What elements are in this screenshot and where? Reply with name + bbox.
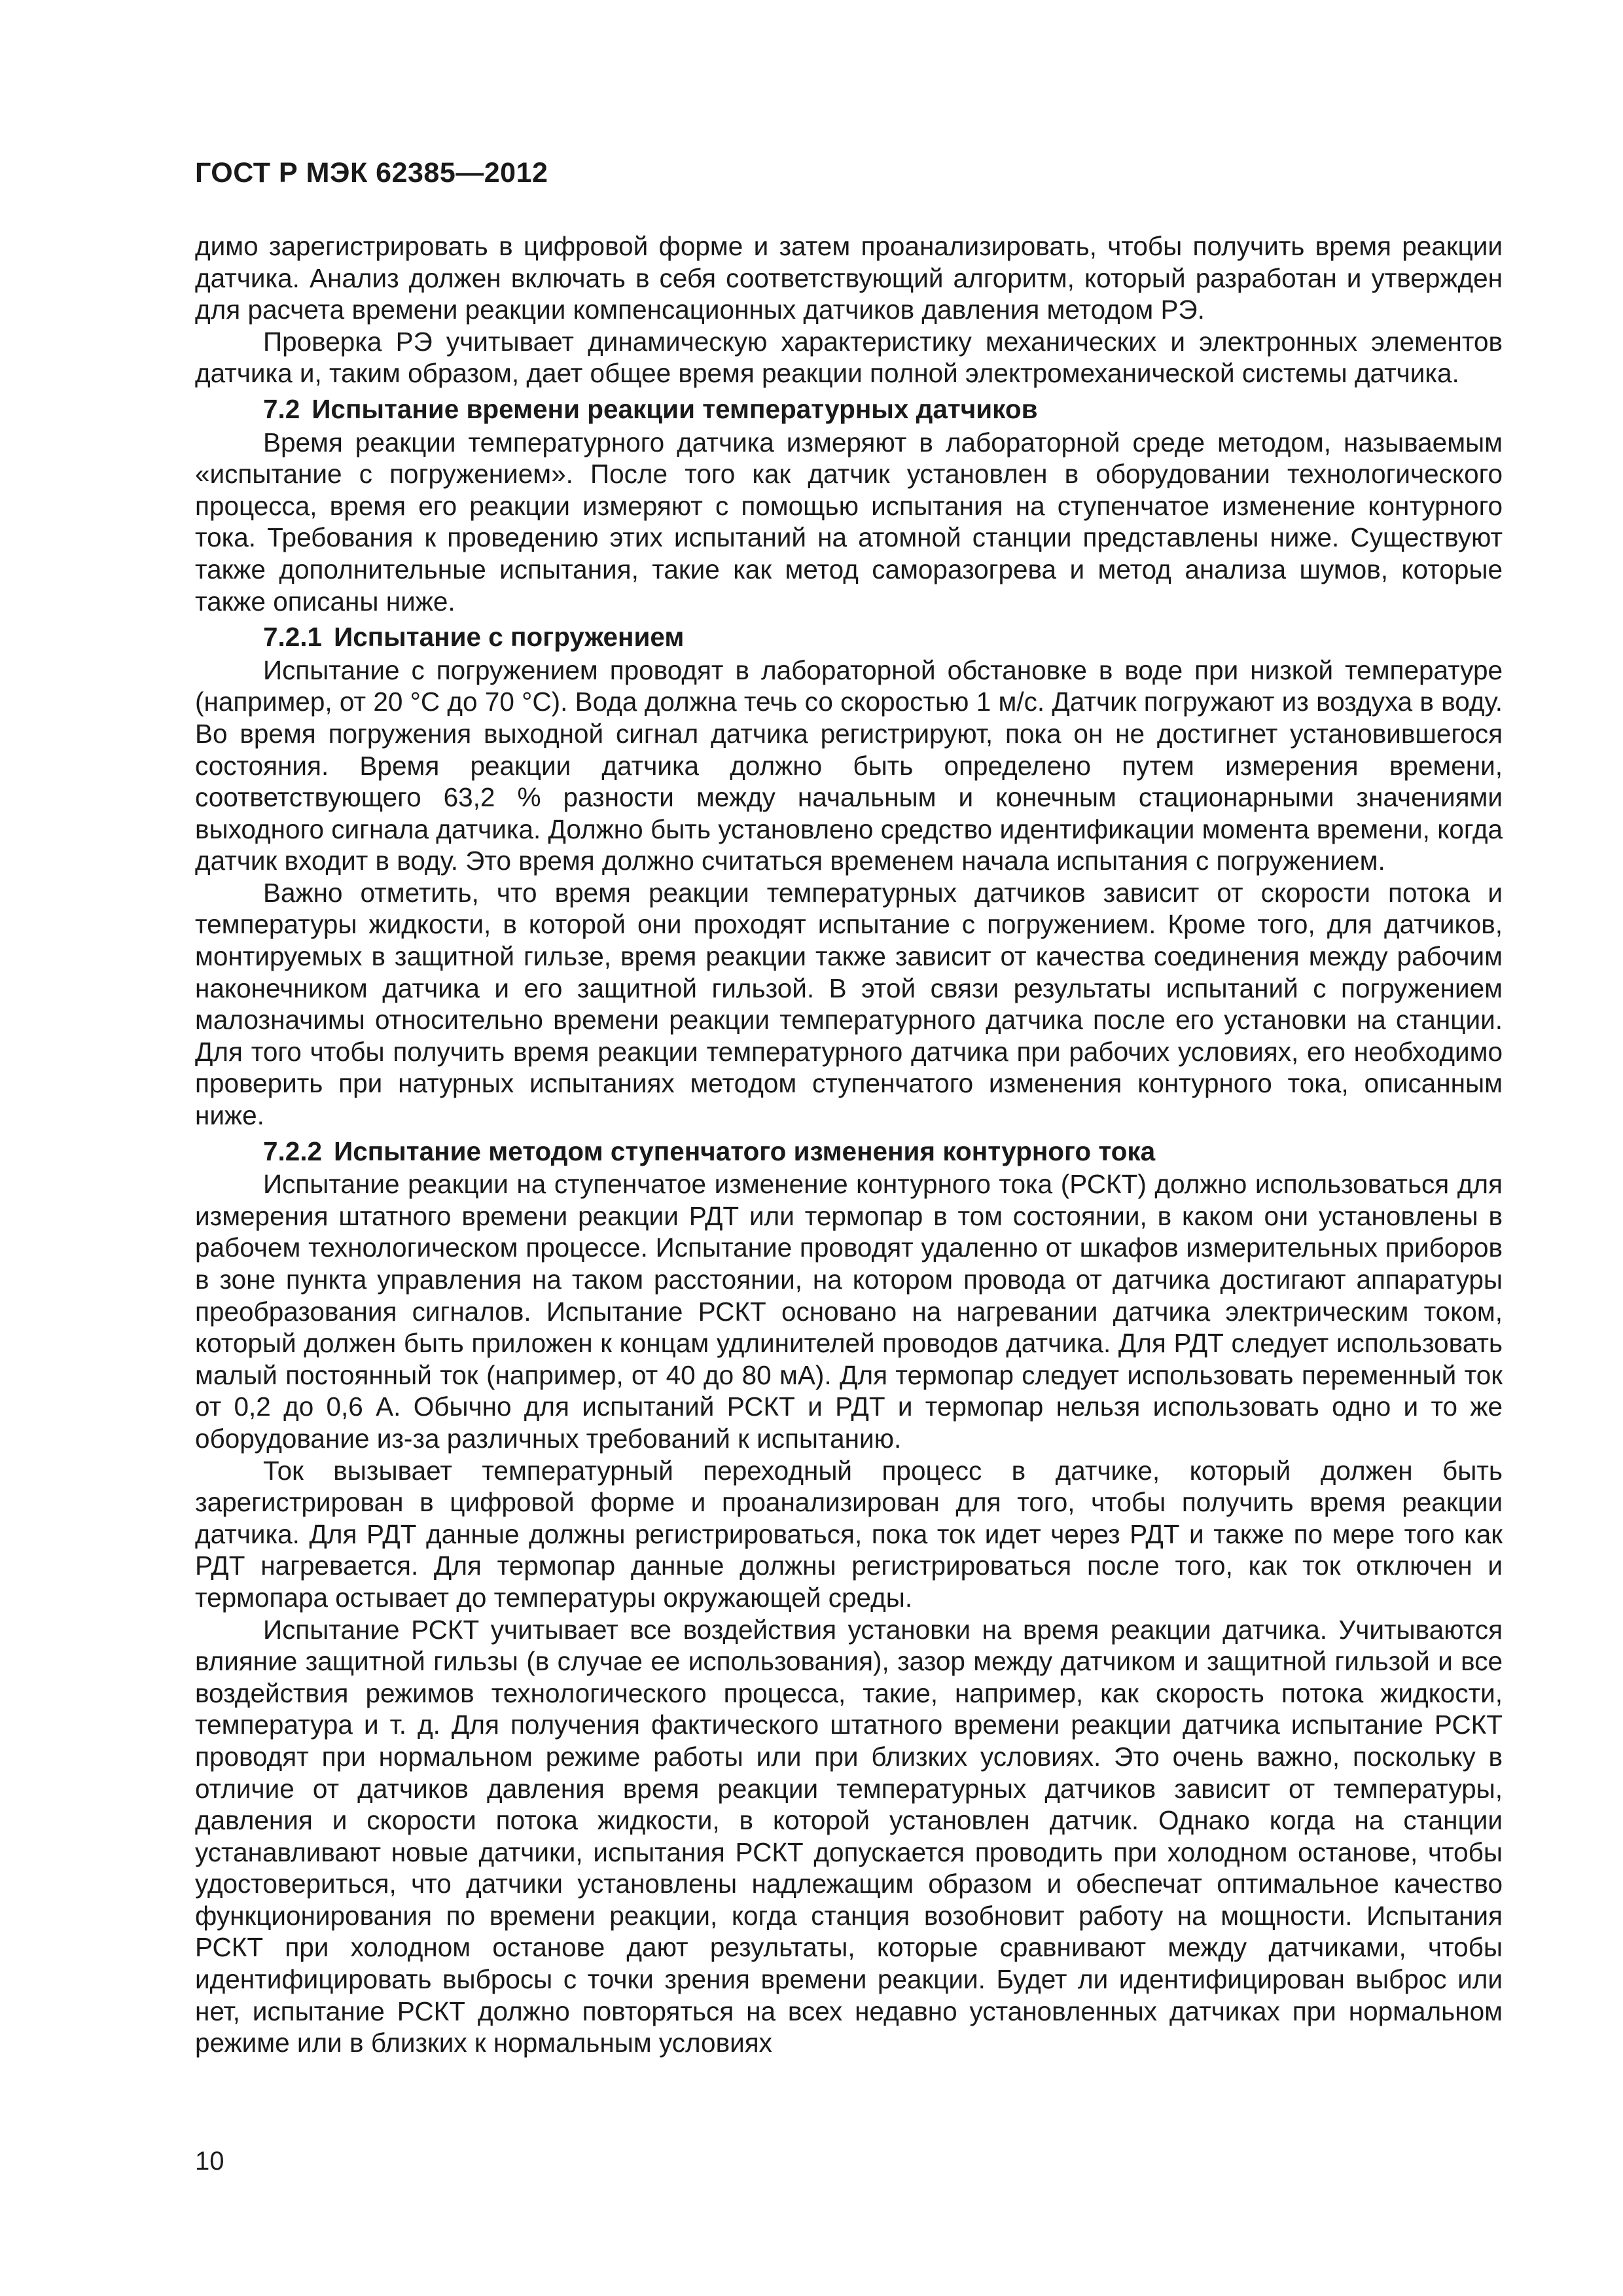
section-title: Испытание с погружением xyxy=(334,622,685,653)
paragraph: Время реакции температурного датчика измеряют в лабораторной среде методом, называемым «испытание с погружением». После того как датчик установлен в оборудовании технологического процесса, время его реакции измеряют с помощью испытания на ступенчатое изменение контурного тока. Требования к проведению этих испытаний на атомной станции представлены ниже. Существуют также дополнительные испытания, такие как метод саморазогрева и метод анализа шумов, которые также описаны ниже. xyxy=(195,427,1503,617)
section-number: 7.2.1 xyxy=(263,622,323,653)
section-heading-7-2-2 xyxy=(195,1132,1503,1169)
section-heading-7-2 xyxy=(195,389,1503,427)
section-number: 7.2 xyxy=(263,393,300,424)
section-title: Испытание методом ступенчатого изменения контурного тока xyxy=(334,1136,1156,1166)
paragraph: Ток вызывает температурный переходный процесс в датчике, который должен быть зарегистрирован в цифровой форме и проанализирован для того, чтобы получить время реакции датчика. Для РДТ данные должны регистрироваться, пока ток идет через РДТ и также по мере того как РДТ нагревается. Для термопар данные должны регистрироваться после того, как ток отключен и термопара остывает до температуры окружающей среды. xyxy=(195,1455,1503,1613)
page-number: 10 xyxy=(195,2147,224,2176)
section-heading-7-2-1 xyxy=(195,617,1503,655)
document-header: ГОСТ Р МЭК 62385—2012 xyxy=(195,157,548,188)
section-number: 7.2.2 xyxy=(263,1136,323,1166)
section-title: Испытание времени реакции температурных датчиков xyxy=(312,393,1038,424)
paragraph-continued: димо зарегистрировать в цифровой форме и затем проанализировать, чтобы получить время реакции датчика. Анализ должен включать в себя соответствующий алгоритм, который разработан и утвержден для расчета времени реакции компенсационных датчиков давления методом РЭ. xyxy=(195,231,1503,325)
paragraph: Испытание с погружением проводят в лабораторной обстановке в воде при низкой температуре (например, от 20 °С до 70 °С). Вода должна течь со скоростью 1 м/с. Датчик погружают из воздуха в воду. Во время погружения выходной сигнал датчика регистрируют, пока он не достигнет установившегося состояния. Время реакции датчика должно быть определено путем измерения времени, соответствующего 63,2 % разности между начальным и конечным стационарными значениями выходного сигнала датчика. Должно быть установлено средство идентификации момента времени, когда датчик входит в воду. Это время должно считаться временем начала испытания с погружением. xyxy=(195,655,1503,876)
paragraph: Испытание реакции на ступенчатое изменение контурного тока (РСКТ) должно использоваться для измерения штатного времени реакции РДТ или термопар в том состоянии, в каком они установлены в рабочем технологическом процессе. Испытание проводят удаленно от шкафов измерительных приборов в зоне пункта управления на таком расстоянии, на котором провода от датчика достигают аппаратуры преобразования сигналов. Испытание РСКТ основано на нагревании датчика электрическим током, который должен быть приложен к концам удлинителей проводов датчика. Для РДТ следует использовать малый постоянный ток (например, от 40 до 80 мА). Для термопар следует использовать переменный ток от 0,2 до 0,6 А. Обычно для испытаний РСКТ и РДТ и термопар нельзя использовать одно и то же оборудование из-за различных требований к испытанию. xyxy=(195,1169,1503,1454)
paragraph-re-check: Проверка РЭ учитывает динамическую характеристику механических и электронных элементов датчика и, таким образом, дает общее время реакции полной электромеханической системы датчика. xyxy=(195,326,1503,389)
document-body xyxy=(195,230,1503,2059)
paragraph: Важно отметить, что время реакции температурных датчиков зависит от скорости потока и температуры жидкости, в которой они проходят испытание с погружением. Кроме того, для датчиков, монтируемых в защитной гильзе, время реакции также зависит от качества соединения между рабочим наконечником датчика и его защитной гильзой. В этой связи результаты испытаний с погружением малозначимы относительно времени реакции температурного датчика после его установки на станции. Для того чтобы получить время реакции температурного датчика при рабочих условиях, его необходимо проверить при натурных испытаниях методом ступенчатого изменения контурного тока, описанным ниже. xyxy=(195,877,1503,1131)
paragraph: Испытание РСКТ учитывает все воздействия установки на время реакции датчика. Учитываются влияние защитной гильзы (в случае ее использования), зазор между датчиком и защитной гильзой и все воздействия режимов технологического процесса, такие, например, как скорость потока жидкости, температура и т. д. Для получения фактического штатного времени реакции датчика испытание РСКТ проводят при нормальном режиме работы или при близких условиях. Это очень важно, поскольку в отличие от датчиков давления время реакции температурных датчиков зависит от температуры, давления и скорости потока жидкости, в которой установлен датчик. Однако когда на станции устанавливают новые датчики, испытания РСКТ допускается проводить при холодном останове, чтобы удостовериться, что датчики установлены надлежащим образом и обеспечат оптимальное качество функционирования по времени реакции, когда станция возобновит работу на мощности. Испытания РСКТ при холодном останове дают результаты, которые сравнивают между датчиками, чтобы идентифицировать выбросы с точки зрения времени реакции. Будет ли идентифицирован выброс или нет, испытание РСКТ должно повторяться на всех недавно установленных датчиках при нормальном режиме или в близких к нормальным условиях xyxy=(195,1614,1503,2058)
